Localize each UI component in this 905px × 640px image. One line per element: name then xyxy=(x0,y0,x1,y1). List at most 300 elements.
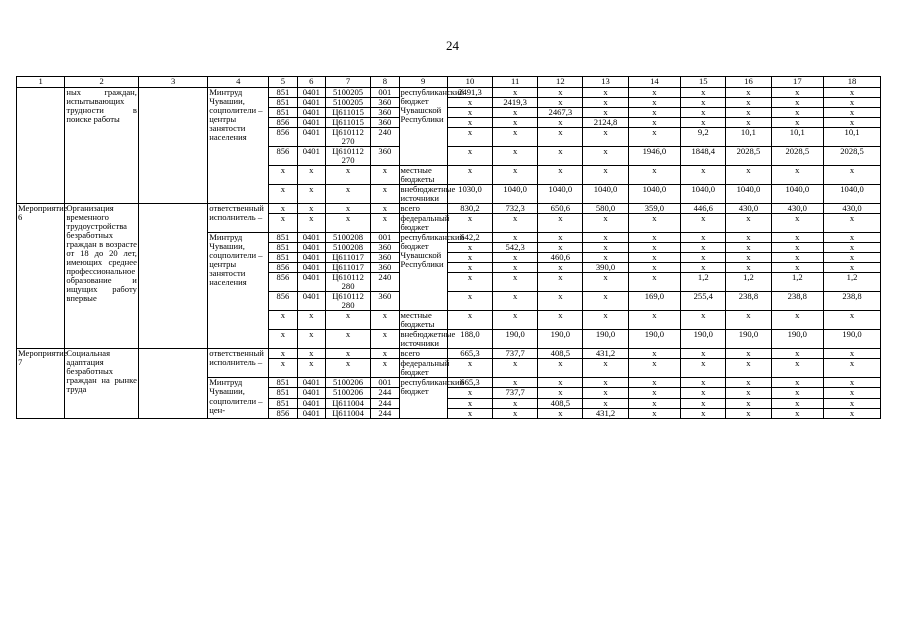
budget-code: 856 xyxy=(269,292,297,311)
budget-code: 851 xyxy=(269,398,297,408)
amount-cell: x xyxy=(628,214,681,233)
budget-code: Ц611017 xyxy=(325,263,370,273)
amount-cell: x xyxy=(447,398,492,408)
amount-cell: x xyxy=(583,166,628,185)
budget-code: 5100206 xyxy=(325,378,370,388)
amount-cell: x xyxy=(628,263,681,273)
amount-cell: 10,1 xyxy=(726,128,771,147)
amount-cell: x xyxy=(493,359,538,378)
amount-cell: x xyxy=(493,233,538,243)
amount-cell: x xyxy=(681,408,726,418)
amount-cell: x xyxy=(583,359,628,378)
amount-cell: x xyxy=(583,88,628,98)
budget-code: 5100205 xyxy=(325,88,370,98)
budget-code: x xyxy=(297,359,325,378)
funding-source: местные бюджеты xyxy=(399,166,447,185)
amount-cell: 1040,0 xyxy=(538,185,583,204)
amount-cell: x xyxy=(538,166,583,185)
amount-cell: x xyxy=(771,233,824,243)
amount-cell: 1040,0 xyxy=(493,185,538,204)
budget-code: Ц611004 xyxy=(325,398,370,408)
amount-cell: 1,2 xyxy=(726,273,771,292)
amount-cell: 430,0 xyxy=(824,204,881,214)
header-cell: 18 xyxy=(824,77,881,88)
budget-code: 5100206 xyxy=(325,388,370,398)
budget-code: 0401 xyxy=(297,263,325,273)
amount-cell: x xyxy=(824,263,881,273)
amount-cell: x xyxy=(771,214,824,233)
amount-cell: x xyxy=(538,273,583,292)
amount-cell: x xyxy=(726,88,771,98)
amount-cell: x xyxy=(628,166,681,185)
amount-cell: x xyxy=(583,292,628,311)
budget-code: Ц611015 xyxy=(325,108,370,118)
amount-cell: x xyxy=(583,233,628,243)
budget-code: x xyxy=(371,185,399,204)
budget-code: x xyxy=(371,204,399,214)
header-row xyxy=(17,77,881,88)
amount-cell: x xyxy=(771,263,824,273)
amount-cell: x xyxy=(493,128,538,147)
amount-cell: x xyxy=(447,359,492,378)
amount-cell: x xyxy=(681,253,726,263)
amount-cell: x xyxy=(583,388,628,398)
amount-cell: 190,0 xyxy=(628,330,681,349)
amount-cell: x xyxy=(726,263,771,273)
amount-cell: x xyxy=(447,243,492,253)
amount-cell: x xyxy=(681,233,726,243)
amount-cell: x xyxy=(493,118,538,128)
amount-cell: x xyxy=(493,378,538,388)
amount-cell: x xyxy=(538,233,583,243)
budget-code: x xyxy=(297,330,325,349)
responsible-label: ответственный исполнитель – xyxy=(208,204,269,233)
amount-cell: x xyxy=(726,253,771,263)
budget-code: Ц610112 270 xyxy=(325,128,370,147)
budget-code: 240 xyxy=(371,273,399,292)
budget-code: x xyxy=(371,214,399,233)
budget-code: 851 xyxy=(269,233,297,243)
amount-cell: x xyxy=(447,263,492,273)
amount-cell: 460,6 xyxy=(538,253,583,263)
amount-cell: x xyxy=(493,166,538,185)
amount-cell: 190,0 xyxy=(493,330,538,349)
amount-cell: 650,6 xyxy=(538,204,583,214)
amount-cell: 10,1 xyxy=(824,128,881,147)
header-cell: 4 xyxy=(208,77,269,88)
budget-code: 856 xyxy=(269,273,297,292)
budget-code: 0401 xyxy=(297,147,325,166)
executor-cell: Минтруд Чувашии, соцполители – цен- xyxy=(208,378,269,418)
amount-cell: 190,0 xyxy=(824,330,881,349)
amount-cell: x xyxy=(726,388,771,398)
amount-cell: x xyxy=(628,243,681,253)
amount-cell: x xyxy=(824,233,881,243)
amount-cell: 188,0 xyxy=(447,330,492,349)
budget-code: Ц610112 280 xyxy=(325,273,370,292)
amount-cell: x xyxy=(447,253,492,263)
amount-cell: x xyxy=(628,128,681,147)
amount-cell: x xyxy=(583,398,628,408)
amount-cell: x xyxy=(681,398,726,408)
funding-source: местные бюджеты xyxy=(399,311,447,330)
amount-cell: x xyxy=(493,408,538,418)
amount-cell: 580,0 xyxy=(583,204,628,214)
amount-cell: x xyxy=(726,214,771,233)
amount-cell: x xyxy=(726,98,771,108)
amount-cell: x xyxy=(771,98,824,108)
budget-code: 0401 xyxy=(297,88,325,98)
budget-code: x xyxy=(297,166,325,185)
amount-cell: x xyxy=(628,233,681,243)
budget-code: x xyxy=(371,359,399,378)
amount-cell: x xyxy=(824,311,881,330)
amount-cell: x xyxy=(583,147,628,166)
amount-cell: x xyxy=(824,398,881,408)
amount-cell: x xyxy=(447,214,492,233)
measure-description: Социальная адаптация безработных граждан на рынке труда xyxy=(65,349,139,418)
amount-cell: x xyxy=(628,253,681,263)
amount-cell: x xyxy=(628,311,681,330)
amount-cell: 408,5 xyxy=(538,349,583,359)
budget-code: x xyxy=(325,349,370,359)
amount-cell: 190,0 xyxy=(538,330,583,349)
budget-code: 0401 xyxy=(297,233,325,243)
budget-code: x xyxy=(325,185,370,204)
budget-code: 0401 xyxy=(297,243,325,253)
budget-code: 001 xyxy=(371,378,399,388)
amount-cell: x xyxy=(538,263,583,273)
amount-cell: x xyxy=(771,166,824,185)
executor-cell: Минтруд Чувашии, соцполители – центры занятости населения xyxy=(208,88,269,204)
amount-cell: 1040,0 xyxy=(726,185,771,204)
budget-code: 001 xyxy=(371,88,399,98)
amount-cell: x xyxy=(628,359,681,378)
amount-cell: 542,3 xyxy=(493,243,538,253)
amount-cell: x xyxy=(628,108,681,118)
budget-code: Ц610112 280 xyxy=(325,292,370,311)
budget-code: x xyxy=(297,311,325,330)
amount-cell: x xyxy=(726,378,771,388)
budget-code: 856 xyxy=(269,118,297,128)
header-cell: 12 xyxy=(538,77,583,88)
header-cell: 6 xyxy=(297,77,325,88)
budget-code: x xyxy=(325,214,370,233)
amount-cell: 169,0 xyxy=(628,292,681,311)
amount-cell: x xyxy=(538,128,583,147)
amount-cell: x xyxy=(628,88,681,98)
amount-cell: x xyxy=(824,388,881,398)
budget-code: 5100205 xyxy=(325,98,370,108)
amount-cell: x xyxy=(726,408,771,418)
amount-cell: x xyxy=(726,243,771,253)
header-cell: 9 xyxy=(399,77,447,88)
amount-cell: x xyxy=(681,118,726,128)
budget-code: x xyxy=(371,330,399,349)
amount-cell: 1040,0 xyxy=(681,185,726,204)
amount-cell: x xyxy=(771,408,824,418)
budget-code: x xyxy=(269,311,297,330)
budget-code: 856 xyxy=(269,147,297,166)
amount-cell: 1040,0 xyxy=(771,185,824,204)
funding-source: республиканский бюджет Чувашской Республики xyxy=(399,88,447,166)
budget-code: 244 xyxy=(371,388,399,398)
amount-cell: x xyxy=(824,349,881,359)
amount-cell: x xyxy=(538,243,583,253)
amount-cell: 190,0 xyxy=(583,330,628,349)
amount-cell: x xyxy=(824,214,881,233)
amount-cell: x xyxy=(447,128,492,147)
amount-cell: 431,2 xyxy=(583,349,628,359)
budget-code: 856 xyxy=(269,263,297,273)
measure-description: ных граждан, испытывающих трудности в поиске работы xyxy=(65,88,139,204)
program-funding-table xyxy=(16,76,881,419)
header-cell: 2 xyxy=(65,77,139,88)
amount-cell: x xyxy=(583,214,628,233)
budget-code: 360 xyxy=(371,108,399,118)
budget-code: Ц611015 xyxy=(325,118,370,128)
amount-cell: x xyxy=(824,118,881,128)
budget-code: 851 xyxy=(269,378,297,388)
amount-cell: x xyxy=(628,398,681,408)
measure-number: Мероприятие 7 xyxy=(17,349,65,418)
amount-cell: x xyxy=(681,108,726,118)
budget-code: Ц610112 270 xyxy=(325,147,370,166)
amount-cell: x xyxy=(771,88,824,98)
amount-cell: x xyxy=(726,398,771,408)
amount-cell: x xyxy=(447,388,492,398)
amount-cell: 446,6 xyxy=(681,204,726,214)
amount-cell: x xyxy=(771,398,824,408)
amount-cell: 1040,0 xyxy=(628,185,681,204)
amount-cell: 1040,0 xyxy=(583,185,628,204)
amount-cell: x xyxy=(493,147,538,166)
amount-cell: x xyxy=(726,233,771,243)
budget-code: 851 xyxy=(269,388,297,398)
budget-code: x xyxy=(325,204,370,214)
amount-cell: 238,8 xyxy=(824,292,881,311)
amount-cell: x xyxy=(726,359,771,378)
amount-cell: x xyxy=(583,378,628,388)
amount-cell: x xyxy=(583,108,628,118)
amount-cell: 2419,3 xyxy=(493,98,538,108)
amount-cell: x xyxy=(681,243,726,253)
table-row xyxy=(17,204,881,214)
budget-code: 851 xyxy=(269,243,297,253)
budget-code: 001 xyxy=(371,233,399,243)
header-cell: 1 xyxy=(17,77,65,88)
amount-cell: x xyxy=(583,273,628,292)
budget-code: 851 xyxy=(269,108,297,118)
budget-code: x xyxy=(269,330,297,349)
amount-cell: x xyxy=(628,408,681,418)
amount-cell: x xyxy=(824,359,881,378)
empty-cell xyxy=(138,349,207,418)
budget-code: x xyxy=(269,204,297,214)
amount-cell: x xyxy=(583,253,628,263)
budget-code: 0401 xyxy=(297,108,325,118)
amount-cell: 642,2 xyxy=(447,233,492,243)
amount-cell: x xyxy=(583,243,628,253)
budget-code: 851 xyxy=(269,88,297,98)
amount-cell: x xyxy=(447,311,492,330)
amount-cell: 1040,0 xyxy=(824,185,881,204)
amount-cell: x xyxy=(583,98,628,108)
budget-code: 0401 xyxy=(297,292,325,311)
amount-cell: x xyxy=(493,108,538,118)
amount-cell: x xyxy=(681,98,726,108)
budget-code: x xyxy=(325,311,370,330)
budget-code: Ц611004 xyxy=(325,408,370,418)
budget-code: x xyxy=(297,204,325,214)
budget-code: Ц611017 xyxy=(325,253,370,263)
amount-cell: x xyxy=(771,388,824,398)
empty-cell xyxy=(138,88,207,204)
budget-code: 0401 xyxy=(297,398,325,408)
funding-source: федеральный бюджет xyxy=(400,213,450,233)
header-cell: 15 xyxy=(681,77,726,88)
budget-code: 0401 xyxy=(297,378,325,388)
amount-cell: x xyxy=(538,147,583,166)
amount-cell: 408,5 xyxy=(538,398,583,408)
budget-code: x xyxy=(371,166,399,185)
amount-cell: x xyxy=(726,311,771,330)
amount-cell: 2467,3 xyxy=(538,108,583,118)
amount-cell: 430,0 xyxy=(726,204,771,214)
amount-cell: x xyxy=(493,214,538,233)
amount-cell: x xyxy=(726,349,771,359)
amount-cell: 430,0 xyxy=(771,204,824,214)
amount-cell: x xyxy=(726,166,771,185)
amount-cell: 10,1 xyxy=(771,128,824,147)
funding-source: федеральный бюджет xyxy=(400,358,450,378)
funding-source: республиканский бюджет xyxy=(399,378,447,418)
amount-cell: 190,0 xyxy=(726,330,771,349)
header-cell: 8 xyxy=(371,77,399,88)
budget-code: 0401 xyxy=(297,273,325,292)
amount-cell: 255,4 xyxy=(681,292,726,311)
amount-cell: 190,0 xyxy=(681,330,726,349)
amount-cell: 431,2 xyxy=(583,408,628,418)
amount-cell: x xyxy=(447,408,492,418)
amount-cell: x xyxy=(447,273,492,292)
amount-cell: x xyxy=(771,243,824,253)
header-cell: 7 xyxy=(325,77,370,88)
funding-source: внебюджетные источники xyxy=(400,184,456,204)
header-cell: 17 xyxy=(771,77,824,88)
responsible-label: ответственный исполнитель – xyxy=(208,349,269,378)
table-row xyxy=(17,88,881,98)
header-cell: 3 xyxy=(138,77,207,88)
budget-code: 0401 xyxy=(297,253,325,263)
header-cell: 16 xyxy=(726,77,771,88)
amount-cell: 1,2 xyxy=(824,273,881,292)
amount-cell: x xyxy=(583,128,628,147)
amount-cell: 1848,4 xyxy=(681,147,726,166)
amount-cell: x xyxy=(628,349,681,359)
amount-cell: x xyxy=(681,359,726,378)
budget-code: x xyxy=(371,311,399,330)
amount-cell: x xyxy=(538,88,583,98)
budget-code: x xyxy=(325,330,370,349)
budget-code: 360 xyxy=(371,292,399,311)
table-row xyxy=(17,349,881,359)
amount-cell: x xyxy=(538,359,583,378)
amount-cell: 238,8 xyxy=(771,292,824,311)
amount-cell: 359,0 xyxy=(628,204,681,214)
header-cell: 5 xyxy=(269,77,297,88)
budget-code: x xyxy=(269,214,297,233)
amount-cell: x xyxy=(493,292,538,311)
amount-cell: x xyxy=(447,108,492,118)
budget-code: 0401 xyxy=(297,388,325,398)
amount-cell: x xyxy=(493,273,538,292)
funding-source: внебюджетные источники xyxy=(400,329,456,349)
budget-code: 360 xyxy=(371,98,399,108)
budget-code: x xyxy=(371,349,399,359)
amount-cell: x xyxy=(628,118,681,128)
page-number: 24 xyxy=(446,38,459,53)
amount-cell: x xyxy=(583,311,628,330)
budget-code: x xyxy=(269,166,297,185)
measure-number xyxy=(17,88,65,204)
funding-source: всего xyxy=(399,204,447,214)
budget-code: 360 xyxy=(371,253,399,263)
amount-cell: 190,0 xyxy=(771,330,824,349)
budget-code: 244 xyxy=(371,408,399,418)
amount-cell: 1,2 xyxy=(771,273,824,292)
header-cell: 13 xyxy=(583,77,628,88)
amount-cell: x xyxy=(681,378,726,388)
amount-cell: 1,2 xyxy=(681,273,726,292)
amount-cell: x xyxy=(538,378,583,388)
amount-cell: x xyxy=(447,98,492,108)
budget-code: 851 xyxy=(269,98,297,108)
amount-cell: x xyxy=(681,214,726,233)
header-cell: 11 xyxy=(493,77,538,88)
amount-cell: x xyxy=(538,292,583,311)
amount-cell: x xyxy=(538,98,583,108)
budget-code: 856 xyxy=(269,128,297,147)
amount-cell: 2124,8 xyxy=(583,118,628,128)
amount-cell: x xyxy=(538,214,583,233)
header-cell: 14 xyxy=(628,77,681,88)
amount-cell: x xyxy=(771,359,824,378)
amount-cell: 732,3 xyxy=(493,204,538,214)
amount-cell: x xyxy=(447,166,492,185)
budget-code: 240 xyxy=(371,128,399,147)
amount-cell: x xyxy=(824,88,881,98)
amount-cell: x xyxy=(681,88,726,98)
amount-cell: x xyxy=(493,398,538,408)
amount-cell: 665,3 xyxy=(447,349,492,359)
amount-cell: x xyxy=(628,388,681,398)
amount-cell: x xyxy=(447,147,492,166)
budget-code: 5100208 xyxy=(325,233,370,243)
amount-cell: x xyxy=(824,408,881,418)
amount-cell: 2491,3 xyxy=(447,88,492,98)
amount-cell: 830,2 xyxy=(447,204,492,214)
amount-cell: x xyxy=(824,98,881,108)
amount-cell: x xyxy=(681,166,726,185)
amount-cell: x xyxy=(771,378,824,388)
amount-cell: x xyxy=(824,243,881,253)
amount-cell: 238,8 xyxy=(726,292,771,311)
amount-cell: x xyxy=(681,349,726,359)
amount-cell: 390,0 xyxy=(583,263,628,273)
amount-cell: 737,7 xyxy=(493,349,538,359)
amount-cell: x xyxy=(493,311,538,330)
